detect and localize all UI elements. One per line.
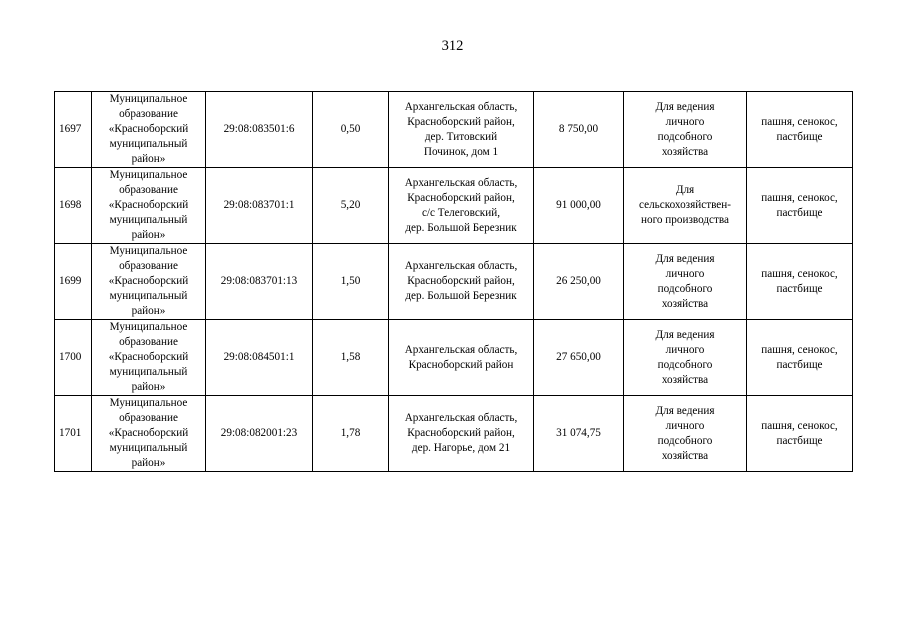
owner-cell: Муниципальное образование «Красноборский муниципальный район» [92, 244, 206, 320]
cadastral-number-cell: 29:08:083501:6 [206, 92, 313, 168]
address-cell: Архангельская область, Красноборский район, с/с Телеговский, дер. Большой Березник [389, 168, 534, 244]
address-cell: Архангельская область, Красноборский район, дер. Титовский Починок, дом 1 [389, 92, 534, 168]
land-type-cell: пашня, сенокос, пастбище [747, 92, 853, 168]
owner-cell: Муниципальное образование «Красноборский муниципальный район» [92, 92, 206, 168]
row-number-cell: 1701 [55, 396, 92, 472]
table-row [55, 168, 853, 244]
price-cell: 27 650,00 [534, 320, 624, 396]
land-registry-table [54, 91, 853, 472]
cadastral-number-cell: 29:08:084501:1 [206, 320, 313, 396]
purpose-cell: Для ведения личного подсобного хозяйства [624, 396, 747, 472]
table-row [55, 320, 853, 396]
table-row [55, 244, 853, 320]
row-number-cell: 1697 [55, 92, 92, 168]
land-type-cell: пашня, сенокос, пастбище [747, 168, 853, 244]
area-cell: 1,50 [313, 244, 389, 320]
land-type-cell: пашня, сенокос, пастбище [747, 396, 853, 472]
area-cell: 0,50 [313, 92, 389, 168]
row-number-cell: 1700 [55, 320, 92, 396]
page-number: 312 [441, 38, 464, 54]
cadastral-number-cell: 29:08:083701:13 [206, 244, 313, 320]
address-cell: Архангельская область, Красноборский район, дер. Нагорье, дом 21 [389, 396, 534, 472]
address-cell: Архангельская область, Красноборский район [389, 320, 534, 396]
price-cell: 8 750,00 [534, 92, 624, 168]
area-cell: 5,20 [313, 168, 389, 244]
area-cell: 1,78 [313, 396, 389, 472]
land-type-cell: пашня, сенокос, пастбище [747, 244, 853, 320]
land-type-cell: пашня, сенокос, пастбище [747, 320, 853, 396]
owner-cell: Муниципальное образование «Красноборский муниципальный район» [92, 168, 206, 244]
address-cell: Архангельская область, Красноборский район, дер. Большой Березник [389, 244, 534, 320]
price-cell: 26 250,00 [534, 244, 624, 320]
cadastral-number-cell: 29:08:083701:1 [206, 168, 313, 244]
purpose-cell: Для ведения личного подсобного хозяйства [624, 92, 747, 168]
price-cell: 91 000,00 [534, 168, 624, 244]
cadastral-number-cell: 29:08:082001:23 [206, 396, 313, 472]
purpose-cell: Для ведения личного подсобного хозяйства [624, 244, 747, 320]
row-number-cell: 1698 [55, 168, 92, 244]
area-cell: 1,58 [313, 320, 389, 396]
purpose-cell: Для ведения личного подсобного хозяйства [624, 320, 747, 396]
table-row [55, 396, 853, 472]
owner-cell: Муниципальное образование «Красноборский муниципальный район» [92, 320, 206, 396]
price-cell: 31 074,75 [534, 396, 624, 472]
owner-cell: Муниципальное образование «Красноборский муниципальный район» [92, 396, 206, 472]
row-number-cell: 1699 [55, 244, 92, 320]
purpose-cell: Для сельскохозяйствен- ного производства [624, 168, 747, 244]
table-row [55, 92, 853, 168]
